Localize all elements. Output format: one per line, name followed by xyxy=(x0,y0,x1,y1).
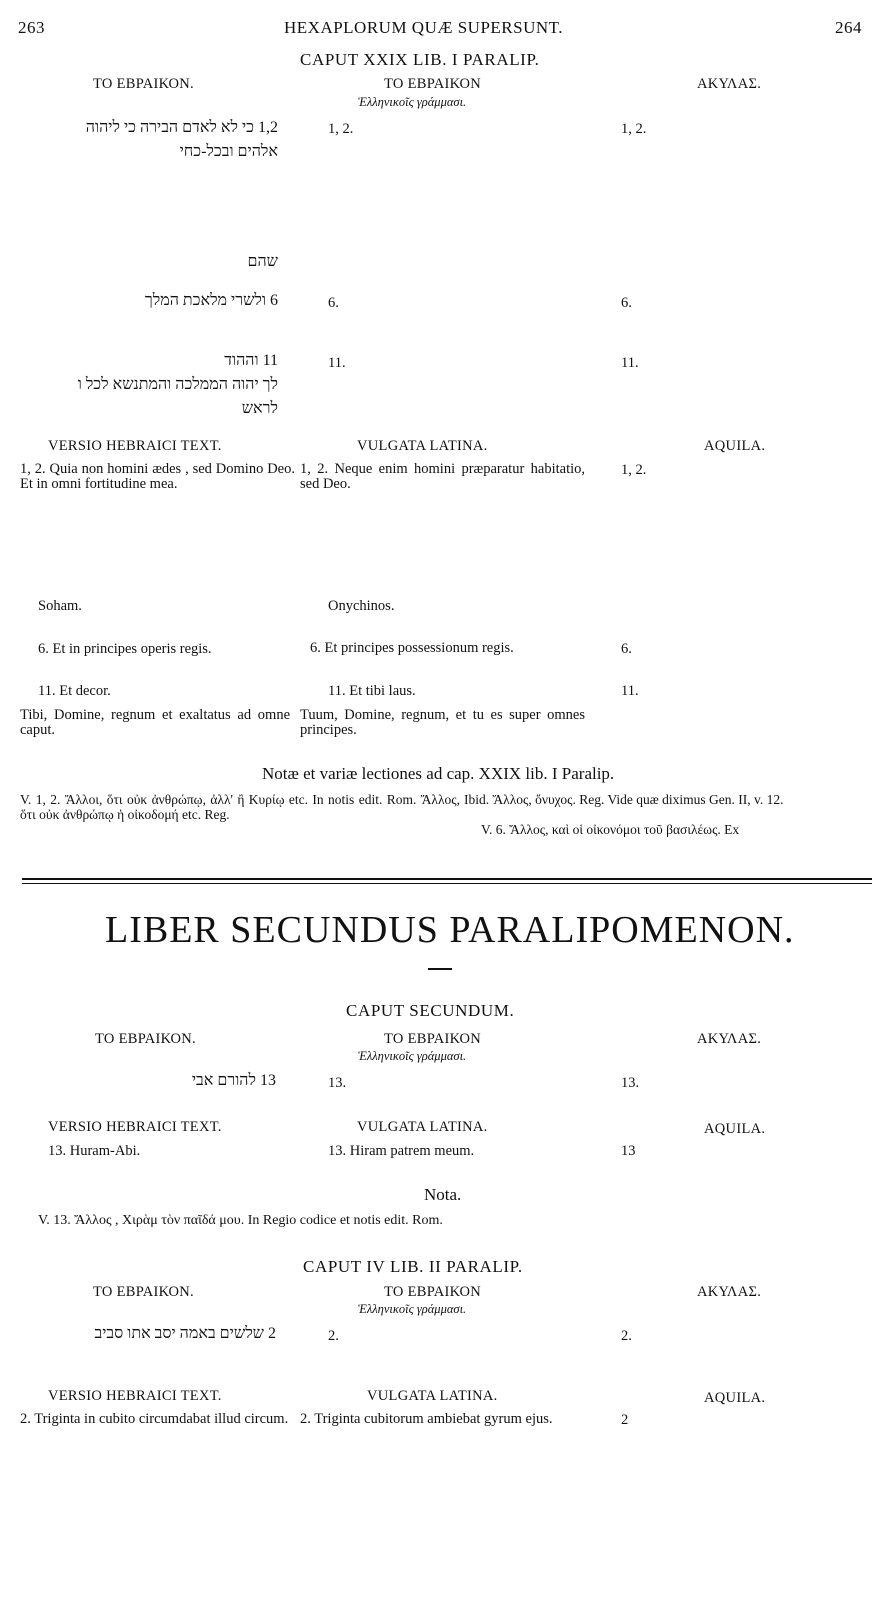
greek-verse-13: 13. xyxy=(328,1075,347,1091)
col-header-aquila-2: ΑΚΥΛΑΣ. xyxy=(697,1031,762,1047)
latin-soham: Soham. xyxy=(38,598,82,614)
hebrew-shoham: שהם xyxy=(247,253,278,270)
vulgata-verse-13: 13. Hiram patrem meum. xyxy=(328,1143,475,1159)
chapter-caption-2: CAPUT SECUNDUM. xyxy=(346,1001,515,1020)
running-title: HEXAPLORUM QUÆ SUPERSUNT. xyxy=(284,18,564,37)
section-rule-bottom xyxy=(22,883,872,884)
hebrew-verse-11: 11 וההוד xyxy=(224,352,278,369)
col-header-versio: VERSIO HEBRAICI TEXT. xyxy=(48,438,222,454)
notes-title: Notæ et variæ lectiones ad cap. XXIX lib. I Paralip. xyxy=(262,764,615,783)
section-rule-top xyxy=(22,878,872,880)
hebrew-verse-11-end: לראש xyxy=(241,400,278,417)
title-dash xyxy=(428,968,452,970)
book-title: LIBER SECUNDUS PARALIPOMENON. xyxy=(105,909,795,951)
nota-title: Nota. xyxy=(424,1185,462,1204)
page-number-left: 263 xyxy=(18,18,45,37)
aquila-latin-verse-6: 6. xyxy=(621,641,632,657)
greek-verse-1: 1, 2. xyxy=(328,121,354,137)
greek-verse-6: 6. xyxy=(328,295,339,311)
hebrew-verse-1: 1,2 כי לא לאדם הבירה כי ליהוה xyxy=(85,119,278,136)
aquila-verse-6: 6. xyxy=(621,295,632,311)
col-header-vulgata: VULGATA LATINA. xyxy=(357,438,488,454)
latin-verse-11a: 11. Et decor. xyxy=(38,683,111,699)
aquila-latin-verse-11: 11. xyxy=(621,683,639,699)
note-right-1: Ibid. Ἄλλος, ὄνυχος. Reg. Vide quæ diximus Gen. II, v. 12. xyxy=(464,792,784,807)
col-header-hebrew-2: ΤΟ ΕΒΡΑΙΚΟΝ. xyxy=(95,1031,196,1047)
col-header-versio-3: VERSIO HEBRAICI TEXT. xyxy=(48,1388,222,1404)
col-header-vulgata-2: VULGATA LATINA. xyxy=(357,1119,488,1135)
hebrew-verse-6: 6 ולשרי מלאכת המלך xyxy=(144,292,278,309)
col-header-aquila-latin-3: AQUILA. xyxy=(704,1390,766,1406)
latin-verse-11b: Tibi, Domine, regnum et exaltatus ad omne caput. xyxy=(20,707,290,738)
chapter-caption-3: CAPUT IV LIB. II PARALIP. xyxy=(303,1257,523,1276)
aquila-verse-1: 1, 2. xyxy=(621,121,647,137)
vulgata-verse-11b: Tuum, Domine, regnum, et tu es super omnes principes. xyxy=(300,707,585,738)
col-header-greek: ΤΟ ΕΒΡΑΙΚΟΝ xyxy=(384,76,481,92)
aquila-latin-verse-13: 13 xyxy=(621,1143,636,1159)
col-subheader-greek-2: Ἑλληνικοῖς γράμμασι. xyxy=(358,1049,467,1063)
col-header-vulgata-3: VULGATA LATINA. xyxy=(367,1388,498,1404)
latin-verse-6: 6. Et in principes operis regis. xyxy=(38,641,212,657)
vulgata-onychinos: Onychinos. xyxy=(328,598,395,614)
aquila-verse-13: 13. xyxy=(621,1075,640,1091)
note-left: V. 1, 2. Ἄλλοι, ὅτι οὐκ ἀνθρώπῳ, ἀλλ' ἢ Κυρίῳ etc. In notis edit. Rom. Ἄλλος, ὅτι οὐκ ἀνθρώπῳ ἡ οἰκοδομή etc. Reg. xyxy=(20,792,460,822)
col-header-aquila-latin: AQUILA. xyxy=(704,438,766,454)
vulgata-verse-6: 6. Et principes possessionum regis. xyxy=(310,640,514,656)
hebrew-verse-2: 2 שלשים באמה יסב אתו סביב xyxy=(94,1325,276,1342)
aquila-latin-verse-1: 1, 2. xyxy=(621,462,647,478)
col-header-hebrew-3: ΤΟ ΕΒΡΑΙΚΟΝ. xyxy=(93,1284,194,1300)
note-right-2: V. 6. Ἄλλος, καὶ οἱ οἰκονόμοι τοῦ βασιλέως. Ex xyxy=(481,822,740,837)
col-subheader-greek: Ἑλληνικοῖς γράμμασι. xyxy=(358,95,467,109)
col-header-greek-2: ΤΟ ΕΒΡΑΙΚΟΝ xyxy=(384,1031,481,1047)
latin-verse-13: 13. Huram-Abi. xyxy=(48,1143,141,1159)
aquila-verse-11: 11. xyxy=(621,355,639,371)
vulgata-verse-1: 1, 2. Neque enim homini præparatur habitatio, sed Deo. xyxy=(300,461,585,492)
hebrew-verse-1-cont: אלהים ובכל-כחי xyxy=(179,143,278,160)
latin-verse-2: 2. Triginta in cubito circumdabat illud circum. xyxy=(20,1411,289,1427)
latin-verse-1: 1, 2. Quia non homini ædes , sed Domino Deo. Et in omni fortitudine mea. xyxy=(20,461,295,492)
col-header-aquila-3: ΑΚΥΛΑΣ. xyxy=(697,1284,762,1300)
col-subheader-greek-3: Ἑλληνικοῖς γράμμασι. xyxy=(358,1302,467,1316)
col-header-versio-2: VERSIO HEBRAICI TEXT. xyxy=(48,1119,222,1135)
hebrew-verse-13: 13 להורם אבי xyxy=(191,1072,276,1089)
vulgata-verse-2: 2. Triginta cubitorum ambiebat gyrum ejus. xyxy=(300,1411,553,1427)
greek-verse-2: 2. xyxy=(328,1328,339,1344)
col-header-aquila: ΑΚΥΛΑΣ. xyxy=(697,76,762,92)
nota-text: V. 13. Ἄλλος , Χιρὰμ τὸν παῖδά μου. In Regio codice et notis edit. Rom. xyxy=(38,1213,443,1228)
vulgata-verse-11a: 11. Et tibi laus. xyxy=(328,683,416,699)
page-number-right: 264 xyxy=(835,18,862,37)
hebrew-verse-11-cont: לך יהוה הממלכה והמתנשא לכל ו xyxy=(77,376,278,393)
aquila-verse-2: 2. xyxy=(621,1328,632,1344)
col-header-aquila-latin-2: AQUILA. xyxy=(704,1121,766,1137)
col-header-hebrew: ΤΟ ΕΒΡΑΙΚΟΝ. xyxy=(93,76,194,92)
chapter-caption: CAPUT XXIX LIB. I PARALIP. xyxy=(300,50,540,69)
greek-verse-11: 11. xyxy=(328,355,346,371)
aquila-latin-verse-2: 2 xyxy=(621,1412,629,1428)
col-header-greek-3: ΤΟ ΕΒΡΑΙΚΟΝ xyxy=(384,1284,481,1300)
